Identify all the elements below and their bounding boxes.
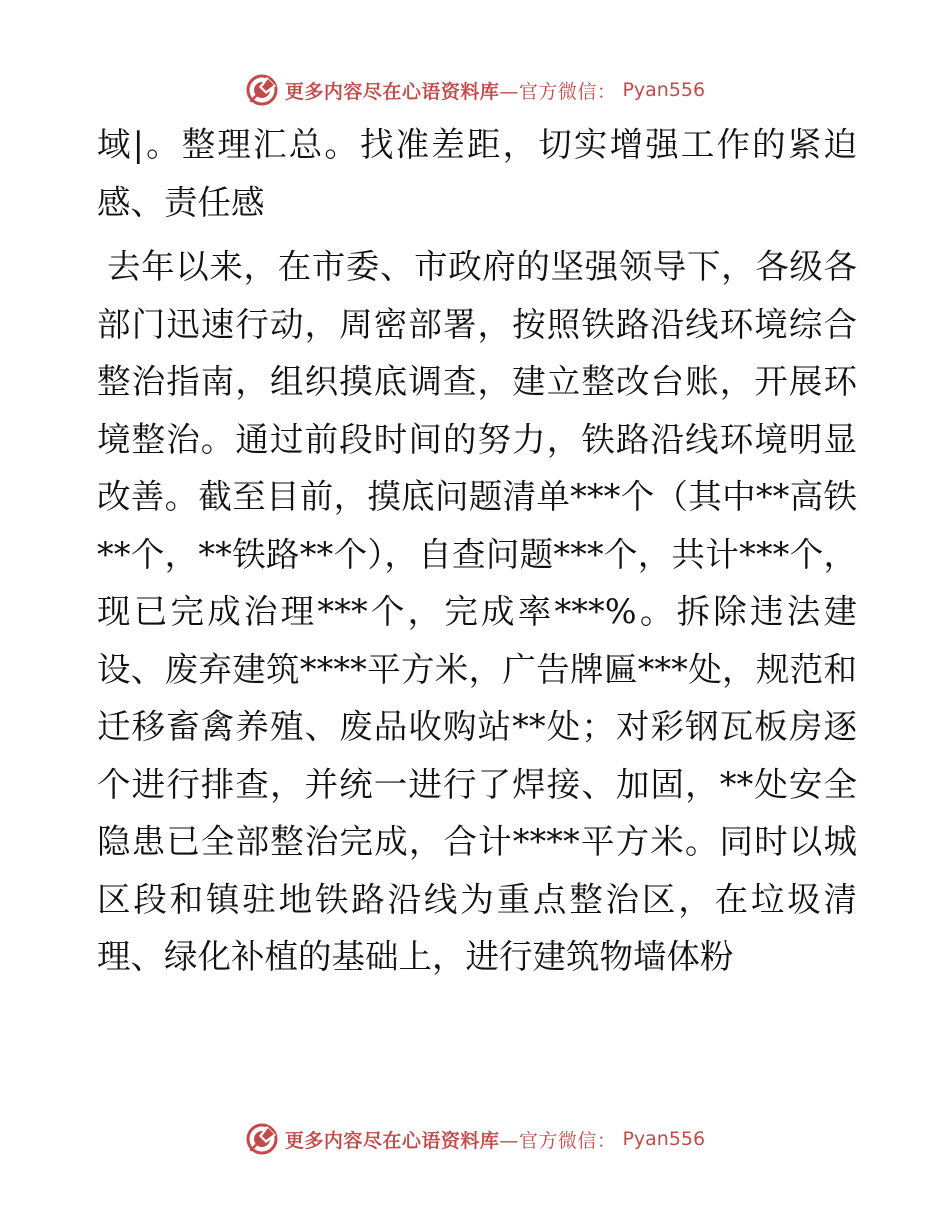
paragraph-heading: 域|。整理汇总。找准差距，切实增强工作的紧迫感、责任感 <box>97 125 857 222</box>
watermark-title: 更多内容尽在心语资料库 <box>284 1129 500 1152</box>
header-watermark <box>0 70 950 110</box>
watermark-separator: — <box>499 80 519 103</box>
watermark-official-label: 官方微信： <box>518 1129 617 1152</box>
document-body <box>97 116 857 986</box>
paragraph-body: 去年以来，在市委、市政府的坚强领导下，各级各部门迅速行动，周密部署，按照铁路沿线环境综合整治指南，组织摸底调查，建立整改台账，开展环境整治。通过前段时间的努力，铁路沿线环境明显改善。截至目前，摸底问题清单***个（其中**高铁**个，**铁路**个），自查问题***个，共计***个，现已完成治理***个，完成率***%。拆除违法建设、废弃建筑****平方米，广告牌匾***处，规范和迁移畜禽养殖、废品收购站**处；对彩钢瓦板房逐个进行排查，并统一进行了焊接、加固，**处安全隐患已全部整治完成，合计****平方米。同时以城区段和镇驻地铁路沿线为重点整治区，在垃圾清理、绿化补植的基础上，进行建筑物墙体粉 <box>97 247 857 976</box>
footer-watermark <box>0 1119 950 1159</box>
logo-icon <box>245 73 279 107</box>
watermark-account: Pyan556 <box>622 79 706 101</box>
watermark-text <box>285 77 617 104</box>
watermark-title: 更多内容尽在心语资料库 <box>284 80 500 103</box>
watermark-official-label: 官方微信： <box>518 80 617 103</box>
watermark-separator: — <box>499 1129 519 1152</box>
logo-icon <box>245 1122 279 1156</box>
watermark-text <box>285 1126 617 1153</box>
watermark-account: Pyan556 <box>622 1128 706 1150</box>
